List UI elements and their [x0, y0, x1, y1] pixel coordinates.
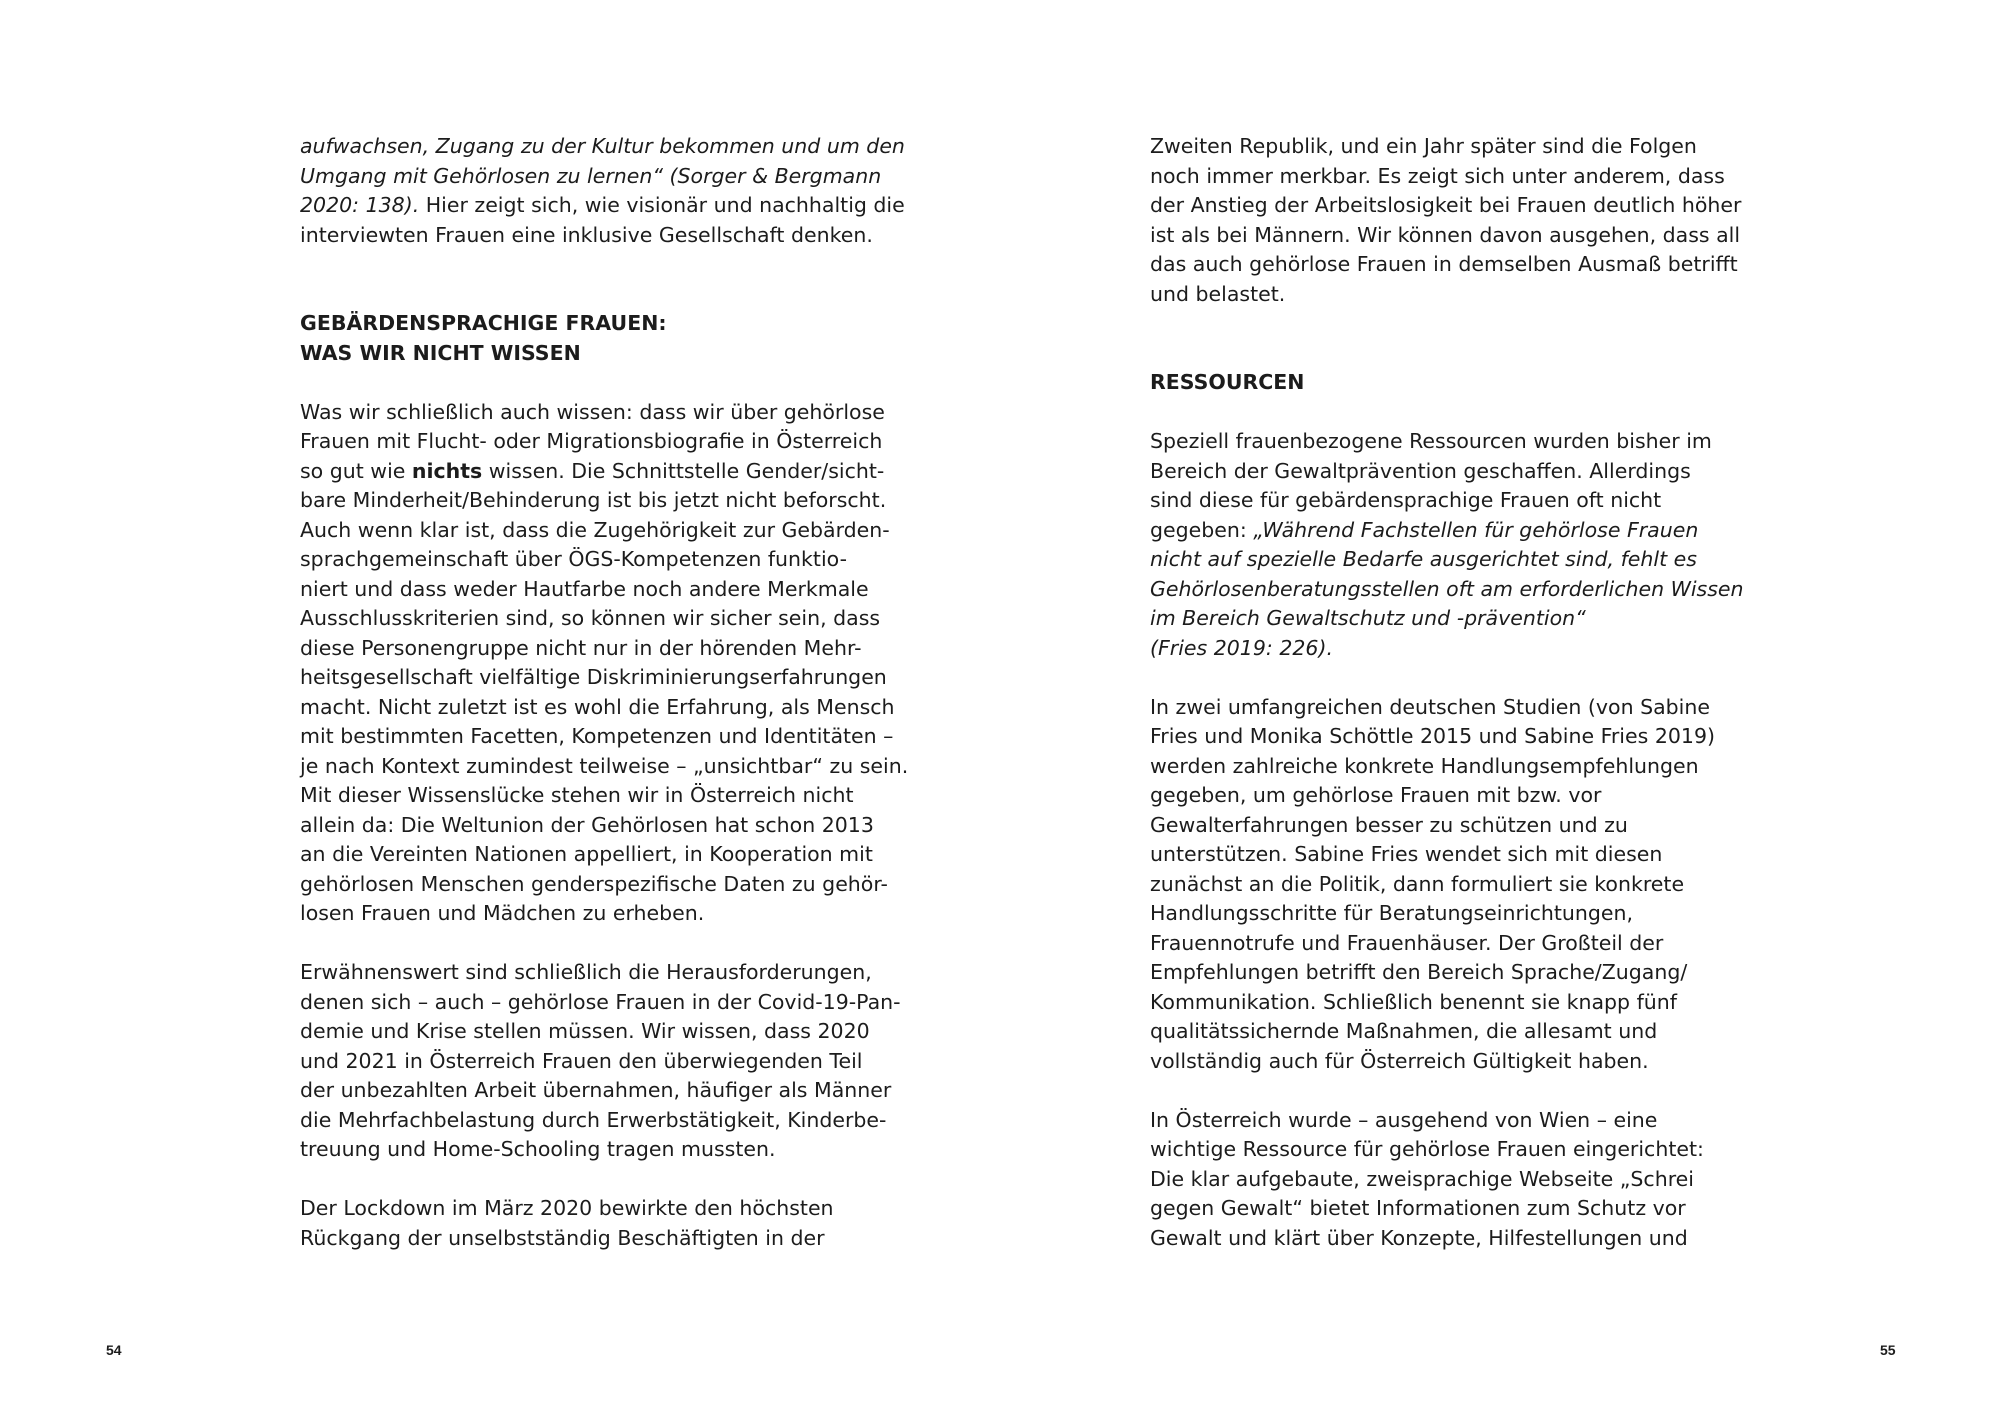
page-number-left: 54	[106, 1342, 122, 1358]
italic-text: (Fries 2019: 226).	[1150, 635, 1333, 660]
text-segment: demie und Krise stellen müssen. Wir wissen, dass 2020	[300, 1019, 870, 1043]
text-line	[300, 663, 900, 693]
text-line	[300, 1224, 900, 1254]
text-segment: Der Lockdown im März 2020 bewirkte den höchsten	[300, 1196, 834, 1220]
right-paragraph-3	[1150, 1106, 1750, 1254]
text-line	[300, 899, 900, 929]
text-line	[1150, 516, 1750, 546]
text-segment: gegeben:	[1150, 517, 1254, 542]
text-line	[1150, 634, 1750, 664]
right-page-column	[1150, 132, 1750, 1253]
text-segment: noch immer merkbar. Es zeigt sich unter anderem, dass	[1150, 163, 1725, 188]
text-segment: allein da: Die Weltunion der Gehörlosen hat schon 2013	[300, 812, 874, 837]
text-line	[1150, 1224, 1750, 1254]
text-line	[1150, 221, 1750, 251]
text-segment: wichtige Ressource für gehörlose Frauen eingerichtet:	[1150, 1137, 1704, 1161]
left-page-column	[300, 132, 909, 1253]
italic-text: „Während Fachstellen für gehörlose Frauen	[1253, 517, 1699, 542]
text-line	[300, 1047, 900, 1077]
left-section-heading	[300, 309, 900, 368]
text-segment: und belastet.	[1150, 281, 1286, 306]
text-line	[300, 870, 900, 900]
text-segment: interviewten Frauen eine inklusive Gesellschaft denken.	[300, 222, 873, 247]
text-segment: Ausschlusskriterien sind, so können wir sicher sein, dass	[300, 606, 881, 630]
text-line	[300, 958, 900, 988]
text-segment: Zweiten Republik, und ein Jahr später sind die Folgen	[1150, 134, 1697, 158]
left-paragraph-1	[300, 398, 909, 929]
text-segment: sprachgemeinschaft über ÖGS-Kompetenzen funktio-	[300, 547, 847, 571]
italic-text: Gehörlosenberatungsstellen oft am erforderlichen Wissen	[1150, 576, 1744, 601]
text-segment: sind diese für gebärdensprachige Frauen oft nicht	[1150, 488, 1662, 512]
italic-text: im Bereich Gewaltschutz und -prävention“	[1150, 606, 1586, 630]
text-line	[300, 1135, 900, 1165]
text-segment: Empfehlungen betrifft den Bereich Sprache/Zugang/	[1150, 960, 1688, 984]
text-segment: Fries und Monika Schöttle 2015 und Sabine Fries 2019)	[1150, 724, 1715, 748]
text-segment: zunächst an die Politik, dann formuliert sie konkrete	[1150, 871, 1685, 896]
text-segment: Kommunikation. Schließlich benennt sie knapp fünf	[1150, 989, 1677, 1014]
text-line	[300, 457, 900, 487]
text-line	[1150, 870, 1750, 900]
italic-text: 2020: 138).	[300, 193, 420, 217]
text-segment: Bereich der Gewaltprävention geschaffen. Allerdings	[1150, 458, 1691, 483]
text-segment: heitsgesellschaft vielfältige Diskriminierungserfahrungen	[300, 665, 887, 689]
text-segment: je nach Kontext zumindest teilweise – „unsichtbar“ zu sein.	[300, 753, 909, 778]
text-line	[300, 634, 900, 664]
text-line	[1150, 545, 1750, 575]
text-line	[1150, 162, 1750, 192]
text-segment: wissen. Die Schnittstelle Gender/sicht-	[482, 458, 885, 483]
text-segment: Hier zeigt sich, wie visionär und nachhaltig die	[419, 193, 905, 217]
text-line	[1150, 840, 1750, 870]
text-segment: Mit dieser Wissenslücke stehen wir in Österreich nicht	[300, 783, 854, 807]
heading-line: GEBÄRDENSPRACHIGE FRAUEN:	[300, 311, 667, 335]
bold-text: nichts	[411, 458, 483, 483]
text-line	[300, 781, 900, 811]
heading-line: RESSOURCEN	[1150, 370, 1305, 394]
text-line	[1150, 1135, 1750, 1165]
text-line	[300, 516, 900, 546]
text-line	[1150, 1106, 1750, 1136]
text-segment: an die Vereinten Nationen appelliert, in Kooperation mit	[300, 842, 873, 866]
text-segment: diese Personengruppe nicht nur in der hörenden Mehr-	[300, 635, 862, 660]
text-line	[1150, 132, 1750, 162]
text-segment: der Anstieg der Arbeitslosigkeit bei Frauen deutlich höher	[1150, 193, 1742, 217]
text-segment: niert und dass weder Hautfarbe noch andere Merkmale	[300, 576, 869, 601]
text-line	[1150, 752, 1750, 782]
text-segment: Handlungsschritte für Beratungseinrichtungen,	[1150, 901, 1634, 925]
text-line	[1150, 604, 1750, 634]
text-segment: mit bestimmten Facetten, Kompetenzen und Identitäten –	[300, 724, 894, 748]
text-line	[300, 1194, 900, 1224]
text-segment: Frauen mit Flucht- oder Migrationsbiografie in Österreich	[300, 429, 883, 453]
text-line	[1150, 722, 1750, 752]
italic-text: nicht auf spezielle Bedarfe ausgerichtet sind, fehlt es	[1150, 547, 1697, 571]
text-line	[300, 693, 900, 723]
text-segment: Erwähnenswert sind schließlich die Herausforderungen,	[300, 960, 872, 984]
right-intro-paragraph	[1150, 132, 1750, 309]
text-segment: gehörlosen Menschen genderspezifische Daten zu gehör-	[300, 871, 888, 896]
text-line	[300, 191, 905, 221]
italic-text: Umgang mit Gehörlosen zu lernen“ (Sorger & Bergmann	[300, 163, 882, 188]
right-section-heading	[1150, 368, 1750, 398]
text-segment: und 2021 in Österreich Frauen den überwiegenden Teil	[300, 1048, 863, 1073]
text-line	[1150, 1047, 1750, 1077]
text-line	[1150, 988, 1750, 1018]
text-line	[1150, 427, 1750, 457]
text-line	[1150, 693, 1750, 723]
heading-line: WAS WIR NICHT WISSEN	[300, 340, 581, 365]
text-segment: Gewalterfahrungen besser zu schützen und zu	[1150, 812, 1628, 837]
text-segment: gegeben, um gehörlose Frauen mit bzw. vor	[1150, 783, 1602, 807]
text-line	[1150, 280, 1750, 310]
page-number-right: 55	[1880, 1342, 1896, 1358]
left-paragraph-3	[300, 1194, 900, 1253]
text-line	[300, 398, 900, 428]
text-line	[300, 1017, 900, 1047]
text-segment: das auch gehörlose Frauen in demselben Ausmaß betrifft	[1150, 252, 1738, 276]
text-segment: bare Minderheit/Behinderung ist bis jetzt nicht beforscht.	[300, 488, 887, 512]
text-line	[1150, 899, 1750, 929]
text-segment: losen Frauen und Mädchen zu erheben.	[300, 901, 705, 925]
text-line	[300, 1106, 900, 1136]
text-segment: werden zahlreiche konkrete Handlungsempfehlungen	[1150, 753, 1699, 778]
text-segment: Auch wenn klar ist, dass die Zugehörigkeit zur Gebärden-	[300, 517, 890, 542]
text-segment: macht. Nicht zuletzt ist es wohl die Erfahrung, als Mensch	[300, 694, 895, 719]
text-segment: Was wir schließlich auch wissen: dass wir über gehörlose	[300, 399, 885, 424]
text-segment: Rückgang der unselbstständig Beschäftigten in der	[300, 1225, 825, 1250]
text-line	[1150, 250, 1750, 280]
text-line	[300, 604, 900, 634]
text-line	[300, 988, 900, 1018]
text-line	[1150, 191, 1750, 221]
text-segment: gegen Gewalt“ bietet Informationen zum Schutz vor	[1150, 1196, 1686, 1220]
text-segment: treuung und Home-Schooling tragen mussten.	[300, 1137, 776, 1161]
text-segment: die Mehrfachbelastung durch Erwerbstätigkeit, Kinderbe-	[300, 1107, 887, 1132]
left-paragraph-2	[300, 958, 900, 1165]
text-line	[1150, 929, 1750, 959]
text-line	[300, 486, 900, 516]
text-segment: Speziell frauenbezogene Ressourcen wurden bisher im	[1150, 429, 1712, 453]
text-segment: denen sich – auch – gehörlose Frauen in der Covid-19-Pan-	[300, 989, 901, 1014]
text-line	[300, 1076, 900, 1106]
text-line	[1150, 1017, 1750, 1047]
text-segment: Gewalt und klärt über Konzepte, Hilfestellungen und	[1150, 1225, 1688, 1250]
text-line	[300, 427, 900, 457]
text-segment: In Österreich wurde – ausgehend von Wien – eine	[1150, 1107, 1658, 1132]
text-line	[300, 132, 905, 162]
text-line	[300, 722, 900, 752]
text-line	[300, 162, 900, 192]
text-segment: so gut wie	[300, 458, 412, 483]
right-paragraph-1	[1150, 427, 1750, 663]
text-line	[1150, 781, 1750, 811]
text-segment: der unbezahlten Arbeit übernahmen, häufiger als Männer	[300, 1078, 892, 1102]
text-segment: In zwei umfangreichen deutschen Studien (von Sabine	[1150, 694, 1710, 719]
text-line	[300, 752, 909, 782]
text-line	[300, 575, 900, 605]
text-segment: vollständig auch für Österreich Gültigkeit haben.	[1150, 1048, 1649, 1073]
text-line	[300, 221, 900, 251]
text-line	[300, 811, 900, 841]
text-line	[1150, 457, 1750, 487]
text-line	[1150, 811, 1750, 841]
text-line	[300, 840, 900, 870]
text-segment: Die klar aufgebaute, zweisprachige Webseite „Schrei	[1150, 1166, 1694, 1191]
left-intro-paragraph	[300, 132, 905, 250]
text-line	[1150, 1194, 1750, 1224]
text-line	[1150, 958, 1750, 988]
text-segment: Frauennotrufe und Frauenhäuser. Der Großteil der	[1150, 930, 1664, 955]
text-segment: unterstützen. Sabine Fries wendet sich mit diesen	[1150, 842, 1663, 866]
text-segment: qualitätssichernde Maßnahmen, die allesamt und	[1150, 1019, 1658, 1043]
text-line	[1150, 486, 1750, 516]
text-line	[1150, 1165, 1750, 1195]
text-line	[1150, 575, 1750, 605]
text-segment: ist als bei Männern. Wir können davon ausgehen, dass all	[1150, 222, 1741, 247]
italic-text: aufwachsen, Zugang zu der Kultur bekommen und um den	[300, 134, 905, 158]
right-paragraph-2	[1150, 693, 1750, 1077]
text-line	[300, 545, 900, 575]
